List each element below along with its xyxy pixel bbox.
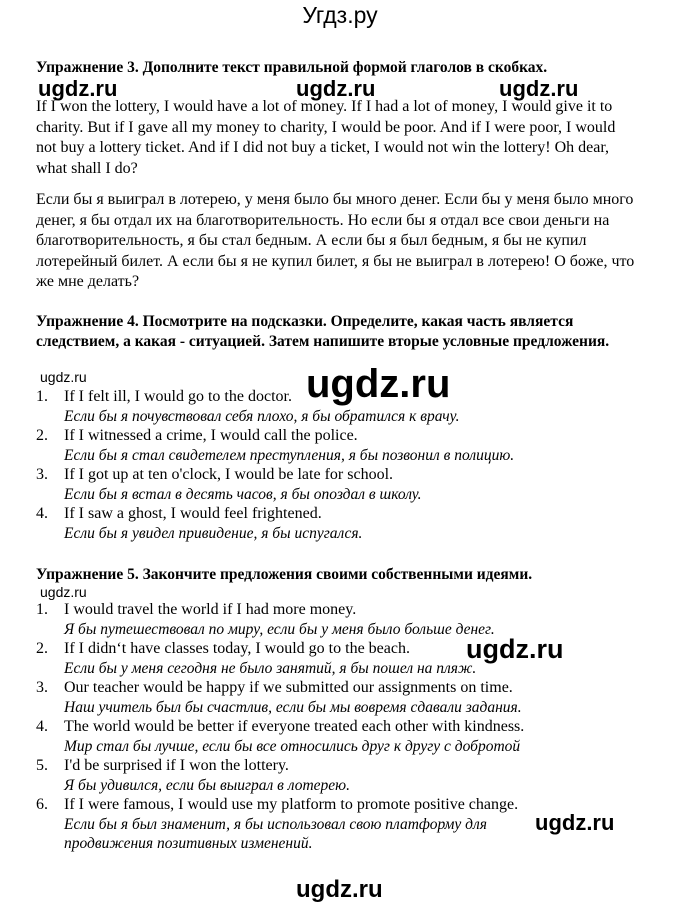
item-english: If I felt ill, I would go to the doctor. bbox=[64, 388, 292, 405]
list-item bbox=[36, 756, 636, 795]
list-item bbox=[36, 426, 636, 465]
exercise-4-list bbox=[36, 387, 636, 543]
item-english: The world would be better if everyone treated each other with kindness. bbox=[64, 718, 525, 735]
item-translation: Если бы я увидел привидение, я бы испугался. bbox=[64, 524, 363, 542]
list-item bbox=[36, 600, 636, 639]
exercise-5-list bbox=[36, 600, 636, 854]
watermark: ugdz.ru bbox=[38, 76, 118, 101]
item-number: 2. bbox=[36, 640, 48, 657]
item-translation: Если бы я встал в десять часов, я бы опоздал в школу. bbox=[64, 485, 422, 503]
watermark: ugdz.ru bbox=[296, 76, 376, 101]
watermark: ugdz.ru bbox=[40, 369, 87, 385]
item-translation: Если бы я почувствовал себя плохо, я бы обратился к врачу. bbox=[64, 407, 460, 425]
item-english: I would travel the world if I had more money. bbox=[64, 601, 357, 618]
item-english: I'd be surprised if I won the lottery. bbox=[64, 757, 289, 774]
item-english: If I witnessed a crime, I would call the police. bbox=[64, 427, 358, 444]
exercise-3-title: Упражнение 3. Дополните текст правильной формой глаголов в скобках. bbox=[36, 59, 548, 76]
list-item bbox=[36, 717, 636, 756]
item-english: If I saw a ghost, I would feel frightened. bbox=[64, 505, 322, 522]
item-number: 3. bbox=[36, 466, 48, 483]
item-number: 6. bbox=[36, 796, 48, 813]
list-item bbox=[36, 639, 636, 678]
site-brand: Угдз.ру bbox=[302, 2, 378, 28]
item-translation: Если бы я был знаменит, я бы использовал свою платформу для продвижения позитивных изменений. bbox=[64, 815, 487, 852]
exercise-3-russian-text: Если бы я выиграл в лотерею, у меня было бы много денег. Если бы у меня было много денег, я бы отдал их на благотворительность. Но если бы я отдал все свои деньги на благотворительность, я бы стал бедным. А если бы я был бедным, я бы не купил лотерейный билет. А если бы я не купил билет, я бы не выиграл в лотерею! О боже, что же мне делать? bbox=[36, 191, 635, 290]
watermark: ugdz.ru bbox=[535, 810, 615, 835]
item-translation: Если бы у меня сегодня не было занятий, я бы пошел на пляж. bbox=[64, 659, 477, 677]
item-number: 5. bbox=[36, 757, 48, 774]
item-number: 1. bbox=[36, 388, 48, 405]
item-translation: Я бы удивился, если бы выиграл в лотерею. bbox=[64, 776, 350, 794]
item-translation: Наш учитель был бы счастлив, если бы мы вовремя сдавали задания. bbox=[64, 698, 522, 716]
item-translation: Если бы я стал свидетелем преступления, я бы позвонил в полицию. bbox=[64, 446, 515, 464]
item-translation: Мир стал бы лучше, если бы все относились друг к другу с добротой bbox=[64, 737, 521, 755]
item-english: If I were famous, I would use my platform to promote positive change. bbox=[64, 796, 519, 813]
watermark: ugdz.ru bbox=[466, 634, 564, 664]
watermark: ugdz.ru bbox=[306, 362, 451, 406]
item-number: 1. bbox=[36, 601, 48, 618]
item-number: 3. bbox=[36, 679, 48, 696]
watermark: ugdz.ru bbox=[40, 584, 87, 600]
list-item bbox=[36, 504, 636, 543]
exercise-3-english-text: If I won the lottery, I would have a lot of money. If I had a lot of money, I would give it to charity. But if I gave all my money to charity, I would be poor. And if I were poor, I would not buy a lottery ticket. And if I did not buy a ticket, I would not win the lottery! Oh dear, what shall I do? bbox=[36, 98, 616, 177]
list-item bbox=[36, 678, 636, 717]
item-english: If I didn‘t have classes today, I would go to the beach. bbox=[64, 640, 410, 657]
list-item bbox=[36, 387, 636, 426]
item-english: If I got up at ten o'clock, I would be late for school. bbox=[64, 466, 394, 483]
item-number: 2. bbox=[36, 427, 48, 444]
item-english: Our teacher would be happy if we submitted our assignments on time. bbox=[64, 679, 513, 696]
exercise-4-title: Упражнение 4. Посмотрите на подсказки. Определите, какая часть является следствием, а какая - ситуацией. Затем напишите вторые условные предложения. bbox=[36, 313, 610, 350]
list-item bbox=[36, 795, 636, 854]
watermark: ugdz.ru bbox=[499, 76, 579, 101]
item-translation: Я бы путешествовал по миру, если бы у меня было больше денег. bbox=[64, 620, 495, 638]
item-number: 4. bbox=[36, 505, 48, 522]
exercise-5-title: Упражнение 5. Закончите предложения своими собственными идеями. bbox=[36, 566, 533, 583]
footer-watermark: ugdz.ru bbox=[296, 876, 383, 903]
list-item bbox=[36, 465, 636, 504]
item-number: 4. bbox=[36, 718, 48, 735]
